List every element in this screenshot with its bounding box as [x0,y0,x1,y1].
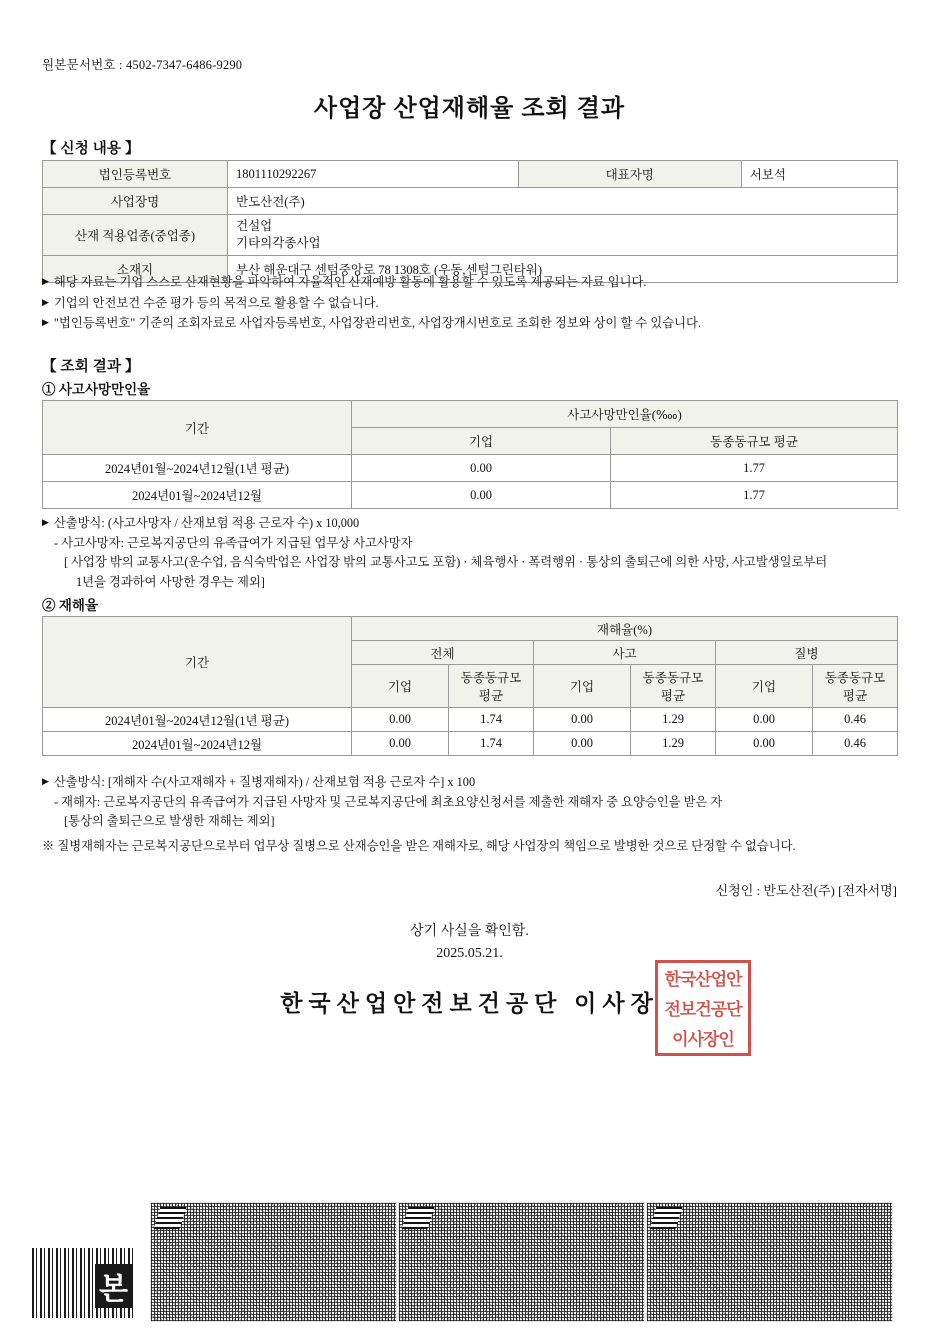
dis-company-value: 0.00 [716,708,813,732]
total-company-value: 0.00 [352,732,449,756]
peer-value: 1.77 [611,482,898,509]
col-peer: 동종동규모 평균 [611,428,898,455]
confirmation-text: 상기 사실을 확인함. [410,924,529,939]
application-section-title: 【 신청 내용 】 [42,141,140,157]
col-period: 기간 [43,401,352,455]
company-value: 0.00 [352,455,611,482]
col-dis-company: 기업 [716,665,813,708]
company-value: 0.00 [352,482,611,509]
fatality-note-1: ▶ 산출방식: (사고사망자 / 산재보험 적용 근로자 수) x 10,000 [42,513,827,534]
qr-corner-icon [153,1207,186,1229]
col-dis-peer-line2: 평균 [842,689,868,703]
industry-value-line2: 기타의각종사업 [236,236,321,250]
qr-code-1 [150,1202,397,1322]
table-row [43,482,898,509]
industry-label: 산재 적용업종(중업종) [43,215,228,256]
qr-corner-icon [401,1207,434,1229]
qr-code-3 [646,1202,893,1322]
corp-reg-no-value: 1801110292267 [228,161,519,188]
col-total-peer [449,665,534,708]
col-acc-company: 기업 [534,665,631,708]
table-header-row [43,401,898,428]
acc-peer-value: 1.29 [631,708,716,732]
col-company: 기업 [352,428,611,455]
table-row [43,732,898,756]
dis-peer-value: 0.46 [813,732,898,756]
applicant-line: 신청인 : 반도산전(주) [전자서명] [715,883,897,898]
table-row [43,188,898,215]
col-total-company: 기업 [352,665,449,708]
col-accident: 사고 [534,641,716,665]
workplace-label: 사업장명 [43,188,228,215]
address-label: 소재지 [43,256,228,283]
issue-date: 2025.05.21. [436,946,503,961]
injury-note-4: ※ 질병재해자는 근로복지공단으로부터 업무상 질병으로 산재승인을 받은 재해자로, 해당 사업장의 책임으로 발병한 것으로 단정할 수 없습니다. [42,838,796,853]
table-row [43,161,898,188]
total-company-value: 0.00 [352,708,449,732]
application-info-table [42,160,898,283]
period-value: 2024년01월~2024년12월(1년 평균) [43,455,352,482]
col-dis-peer [813,665,898,708]
col-dis-peer-line1: 동종동규모 [824,671,886,685]
period-value: 2024년01월~2024년12월 [43,732,352,756]
total-peer-value: 1.74 [449,732,534,756]
col-disease: 질병 [716,641,898,665]
table-header-row [43,617,898,641]
barcode-label: 본 [95,1264,132,1308]
col-period: 기간 [43,617,352,708]
col-acc-peer [631,665,716,708]
results-section-title: 【 조회 결과 】 [42,359,140,375]
ceo-value: 서보석 [741,161,897,188]
fatality-rate-table [42,400,898,509]
acc-company-value: 0.00 [534,708,631,732]
table-row [43,708,898,732]
period-value: 2024년01월~2024년12월(1년 평균) [43,708,352,732]
industry-value [228,215,898,256]
corp-reg-no-label: 법인등록번호 [43,161,228,188]
col-total-peer-line1: 동종동규모 [460,671,522,685]
total-peer-value: 1.74 [449,708,534,732]
dis-company-value: 0.00 [716,732,813,756]
col-total-peer-line2: 평균 [478,689,504,703]
fatality-note-3: [ 사업장 밖의 교통사고(운수업, 음식숙박업은 사업장 밖의 교통사고도 포함) · 체육행사 · 폭력행위 · 통상의 출퇴근에 의한 사망, 사고발생일로부터 [64,555,828,569]
injury-rate-table [42,616,898,756]
table-row [43,455,898,482]
qr-corner-icon [649,1207,682,1229]
acc-peer-value: 1.29 [631,732,716,756]
period-value: 2024년01월~2024년12월 [43,482,352,509]
official-seal-stamp: 한국산업안전보건공단 이사장인 [655,960,751,1056]
injury-note-1: ▶ 산출방식: [재해자 수(사고재해자 + 질병재해자) / 산재보험 적용 근로자 수] x 100 [42,772,796,793]
original-document-number: 원본문서번호 : 4502-7347-6486-9290 [42,58,243,72]
injury-note-2: - 재해자: 근로복지공단의 유족급여가 지급된 사망자 및 근로복지공단에 최초요양신청서를 제출한 재해자 중 요양승인을 받은 자 [54,794,723,809]
page-title: 사업장 산업재해율 조회 결과 [313,96,626,122]
injury-rate-notes [42,772,796,856]
barcode-left [32,1248,136,1318]
fatality-rate-heading: ① 사고사망만인율 [42,382,151,397]
acc-company-value: 0.00 [534,732,631,756]
application-note-1: ▶ 해당 자료는 기업 스스로 산재현황을 파악하여 자율적인 산재예방 활동에 활용할 수 있도록 제공되는 자료 입니다. [42,272,701,293]
dis-peer-value: 0.46 [813,708,898,732]
ceo-label: 대표자명 [518,161,741,188]
qr-code-2 [398,1202,645,1322]
peer-value: 1.77 [611,455,898,482]
fatality-note-4: 1년을 경과하여 사망한 경우는 제외] [76,574,265,589]
table-row [43,215,898,256]
col-acc-peer-line2: 평균 [660,689,686,703]
workplace-value: 반도산전(주) [228,188,898,215]
fatality-note-2: - 사고사망자: 근로복지공단의 유족급여가 지급된 업무상 사고사망자 [54,535,413,550]
issuer-name: 한국산업안전보건공단 이사장 [280,991,659,1016]
fatality-rate-notes [42,513,827,592]
address-value: 부산 해운대구 센텀중앙로 78 1308호 (우동,센텀그린타워) [228,256,898,283]
col-acc-peer-line1: 동종동규모 [642,671,704,685]
industry-value-line1: 건설업 [236,219,273,233]
application-note-2: ▶ 기업의 안전보건 수준 평가 등의 목적으로 활용할 수 없습니다. [42,293,701,314]
injury-note-3: [통상의 출퇴근으로 발생한 재해는 제외] [64,814,275,828]
injury-rate-heading: ② 재해율 [42,598,98,613]
application-note-3: ▶ "법인등록번호" 기준의 조회자료로 사업자등록번호, 사업장관리번호, 사업장개시번호로 조회한 정보와 상이 할 수 있습니다. [42,313,701,334]
col-fatality-group: 사고사망만인율(‱) [352,401,898,428]
col-total: 전체 [352,641,534,665]
application-notes [42,272,701,334]
col-injury-group: 재해율(%) [352,617,898,641]
